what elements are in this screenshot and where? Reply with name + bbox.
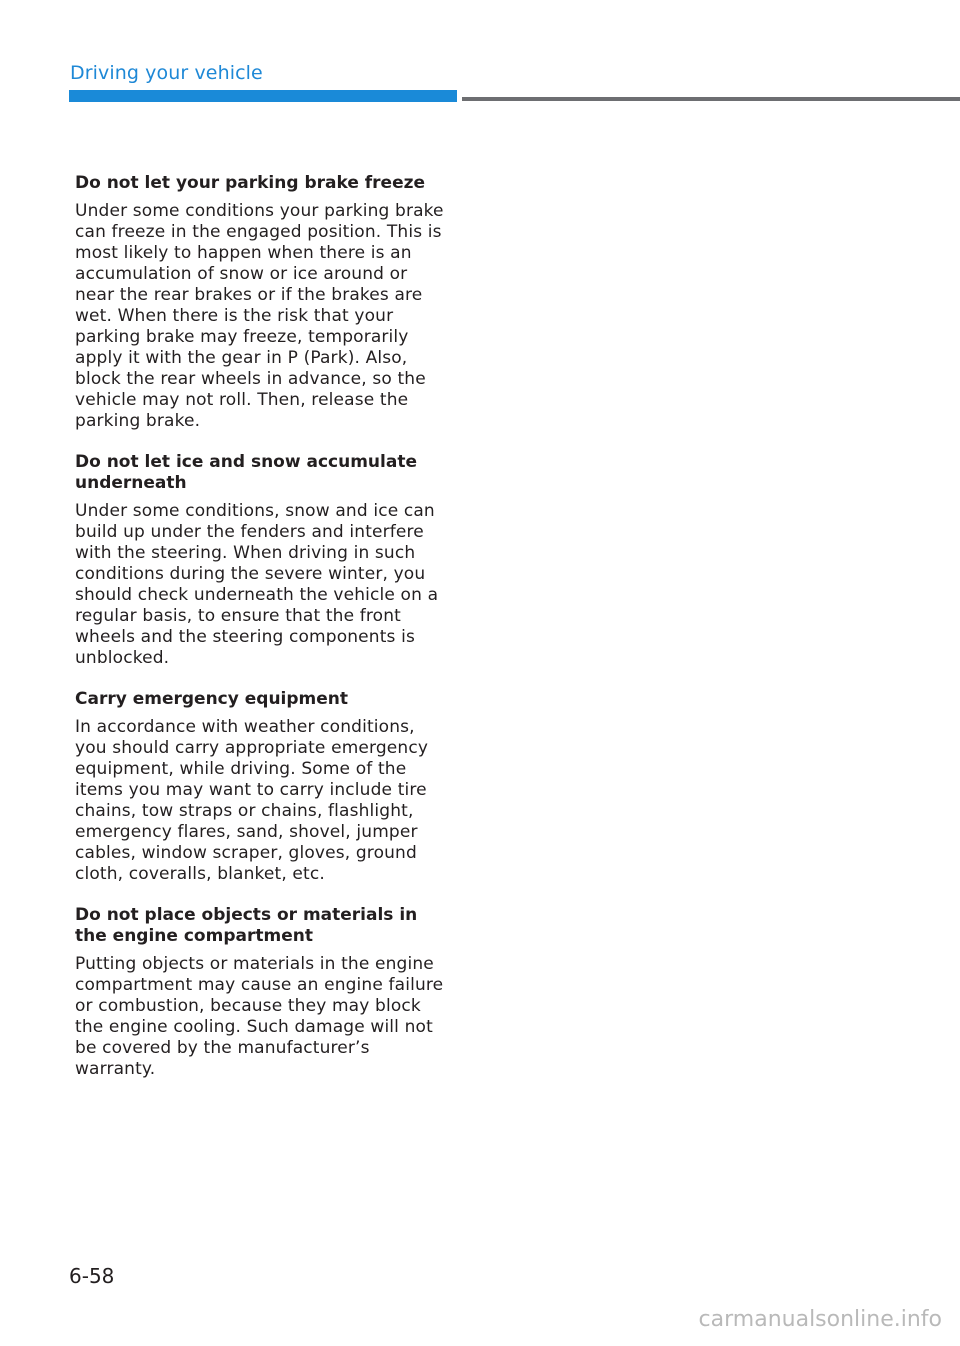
section-engine-compartment [75, 905, 447, 1080]
section-body: Putting objects or materials in the engine compartment may cause an engine failure or combustion, because they may block the engine cooling. Such damage will not be covered by the manufacturer’s warranty. [75, 954, 444, 1079]
section-heading: Do not let your parking brake freeze [75, 173, 426, 193]
section-emergency-equipment [75, 689, 447, 885]
main-content [75, 173, 447, 1100]
section-heading: Do not place objects or materials in the engine compartment [75, 905, 418, 946]
section-body: In accordance with weather conditions, you should carry appropriate emergency equipment, while driving. Some of the items you may want to carry include tire chains, tow straps or chains, flashlight, emergency flares, sand, shovel, jumper cables, window scraper, gloves, ground cloth, coveralls, blanket, etc. [75, 717, 429, 884]
section-body: Under some conditions your parking brake can freeze in the engaged position. This is most likely to happen when there is an accumulation of snow or ice around or near the rear brakes or if the brakes are wet. When there is the risk that your parking brake may freeze, temporarily apply it with the gear in P (Park). Also, block the rear wheels in advance, so the vehicle may not roll. Then, release the parking brake. [75, 201, 444, 431]
section-heading: Do not let ice and snow accumulate underneath [75, 452, 417, 493]
chapter-title: Driving your vehicle [70, 62, 263, 84]
section-body: Under some conditions, snow and ice can build up under the fenders and interfere with the steering. When driving in such conditions during the severe winter, you should check underneath the vehicle on a regular basis, to ensure that the front wheels and the steering components is unblocked. [75, 501, 439, 668]
page-number: 6-58 [69, 1264, 115, 1288]
section-heading: Carry emergency equipment [75, 689, 349, 709]
watermark-text: carmanualsonline.info [698, 1307, 942, 1332]
section-parking-brake [75, 173, 447, 432]
header-rule-accent [69, 90, 457, 102]
section-ice-snow [75, 452, 447, 669]
header-rule [462, 97, 960, 101]
